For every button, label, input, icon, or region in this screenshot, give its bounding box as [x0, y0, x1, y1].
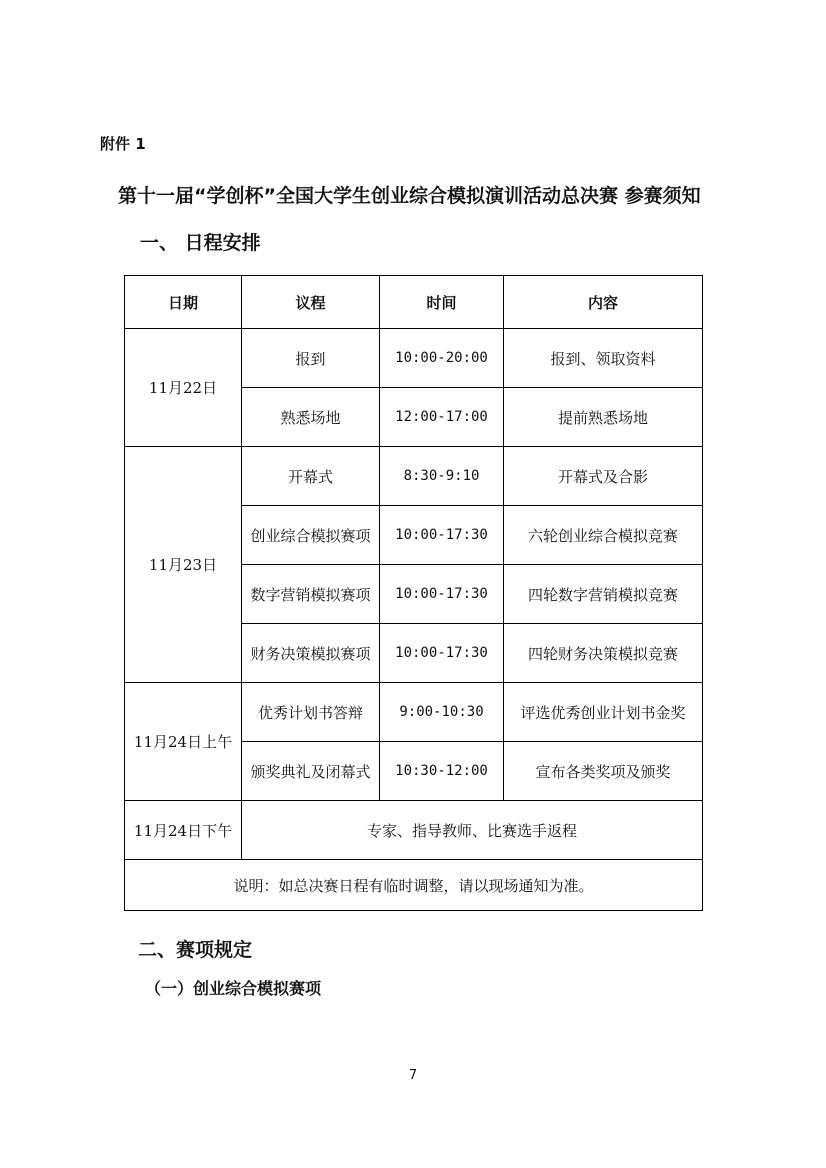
time-cell: 10:30-12:00: [380, 742, 504, 801]
table-row: [125, 447, 703, 506]
section-heading-schedule: 一、 日程安排: [140, 232, 261, 254]
content-cell: 评选优秀创业计划书金奖: [504, 683, 703, 742]
schedule-table: [124, 275, 703, 911]
time-cell: 10:00-20:00: [380, 329, 504, 388]
time-cell: 9:00-10:30: [380, 683, 504, 742]
agenda-cell: 熟悉场地: [242, 388, 380, 447]
page-number: 7: [408, 1068, 418, 1083]
time-cell: 8:30-9:10: [380, 447, 504, 506]
agenda-cell: 开幕式: [242, 447, 380, 506]
header-time: 时间: [380, 276, 504, 329]
agenda-cell: 财务决策模拟赛项: [242, 624, 380, 683]
date-cell: 11月22日: [125, 329, 242, 447]
content-cell: 四轮财务决策模拟竞赛: [504, 624, 703, 683]
document-title: 第十一届“学创杯”全国大学生创业综合模拟演训活动总决赛 参赛须知: [118, 185, 701, 207]
date-cell: 11月23日: [125, 447, 242, 683]
time-cell: 10:00-17:30: [380, 565, 504, 624]
content-cell: 开幕式及合影: [504, 447, 703, 506]
agenda-cell: 优秀计划书答辩: [242, 683, 380, 742]
content-cell: 宣布各类奖项及颁奖: [504, 742, 703, 801]
content-cell: 六轮创业综合模拟竞赛: [504, 506, 703, 565]
table-row: [125, 683, 703, 742]
header-content: 内容: [504, 276, 703, 329]
content-cell: 报到、领取资料: [504, 329, 703, 388]
time-cell: 12:00-17:00: [380, 388, 504, 447]
table-note-row: [125, 860, 703, 911]
time-cell: 10:00-17:30: [380, 506, 504, 565]
subsection-heading: （一）创业综合模拟赛项: [145, 979, 322, 998]
date-cell: 11月24日上午: [125, 683, 242, 801]
table-header-row: [125, 276, 703, 329]
content-cell: 四轮数字营销模拟竞赛: [504, 565, 703, 624]
header-agenda: 议程: [242, 276, 380, 329]
merged-content-cell: 专家、指导教师、比赛选手返程: [242, 801, 703, 860]
attachment-label: 附件 1: [100, 135, 146, 153]
time-cell: 10:00-17:30: [380, 624, 504, 683]
table-note: 说明：如总决赛日程有临时调整，请以现场通知为准。: [125, 860, 703, 911]
date-cell: 11月24日下午: [125, 801, 242, 860]
table-row: [125, 801, 703, 860]
header-date: 日期: [125, 276, 242, 329]
agenda-cell: 创业综合模拟赛项: [242, 506, 380, 565]
content-cell: 提前熟悉场地: [504, 388, 703, 447]
section-heading-rules: 二、赛项规定: [138, 939, 253, 961]
table-row: [125, 329, 703, 388]
agenda-cell: 报到: [242, 329, 380, 388]
agenda-cell: 颁奖典礼及闭幕式: [242, 742, 380, 801]
agenda-cell: 数字营销模拟赛项: [242, 565, 380, 624]
